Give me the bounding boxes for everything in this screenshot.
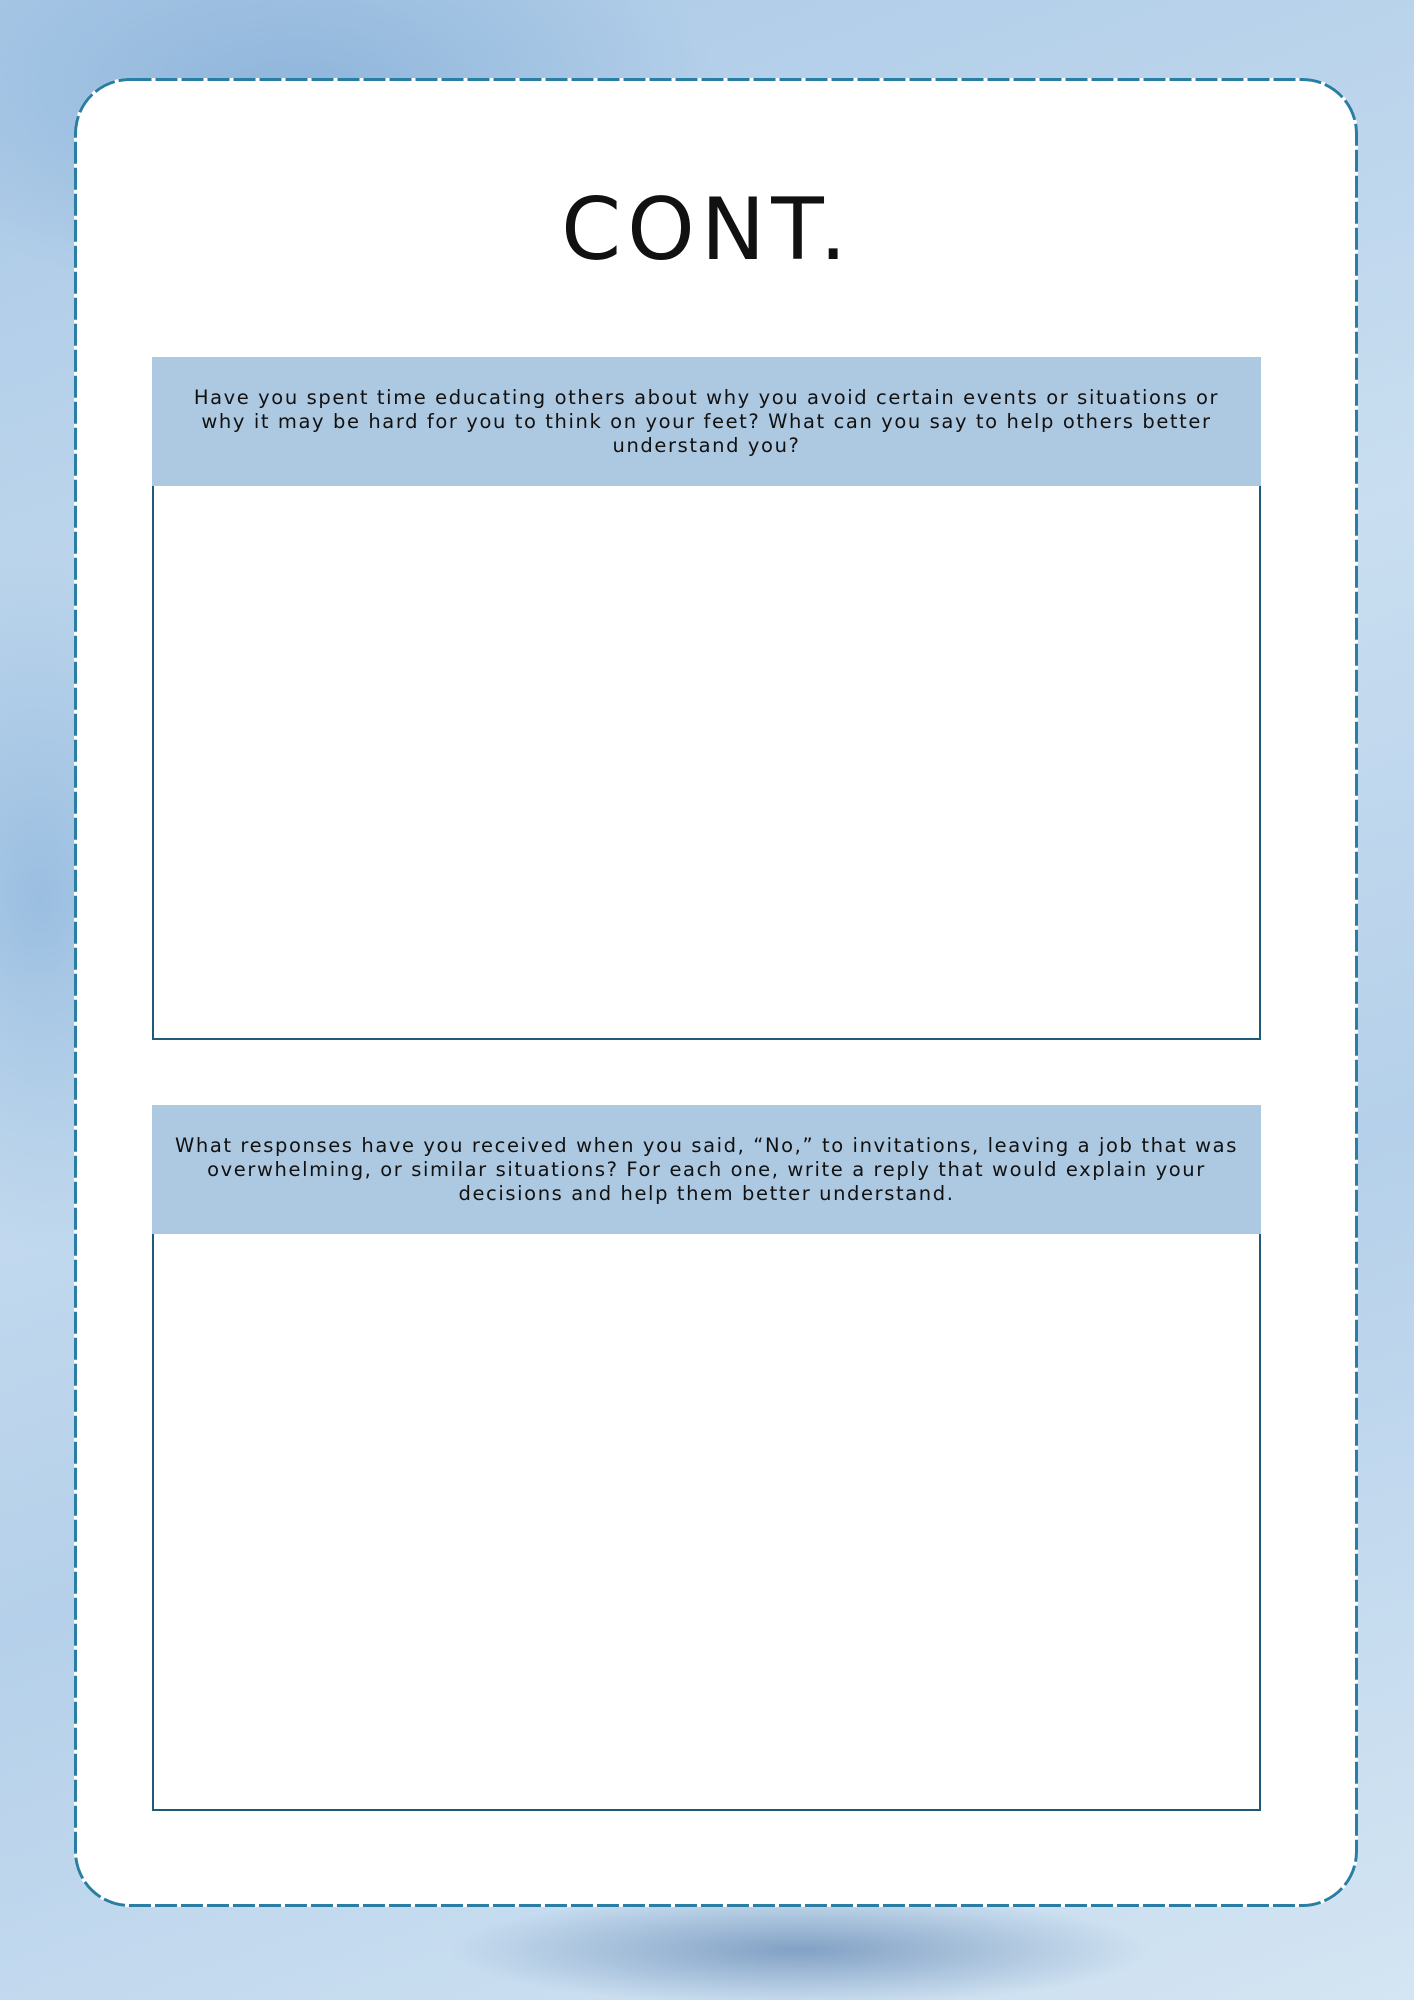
answer-area[interactable]	[152, 486, 1261, 1040]
prompt-question: Have you spent time educating others about why you avoid certain events or situations or why it may be hard for you to think on your feet? What can you say to help others better understand you?	[152, 357, 1261, 486]
page-title: CONT.	[561, 180, 853, 280]
prompt-box-2	[152, 1105, 1261, 1811]
prompt-question: What responses have you received when you said, “No,” to invitations, leaving a job that was overwhelming, or similar situations? For each one, write a reply that would explain your decisions and help them better understand.	[152, 1105, 1261, 1234]
prompt-box-1	[152, 357, 1261, 1040]
answer-area[interactable]	[152, 1234, 1261, 1811]
